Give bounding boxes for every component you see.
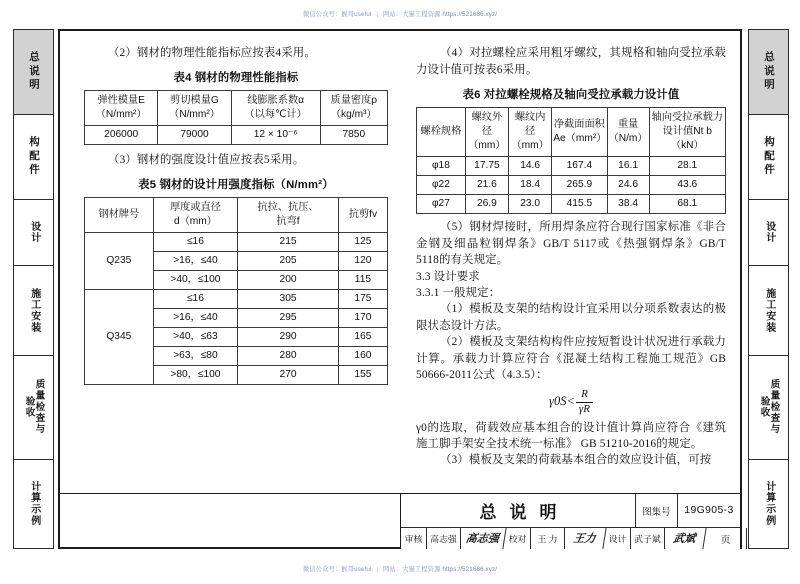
table5-fv-cell: 120 — [338, 252, 387, 271]
check-signature: 王力 — [563, 528, 606, 549]
paragraph-3-3-1-1: （1）模板及支架的结构设计宜采用以分项系数表达的极限状态设计方法。 — [416, 303, 726, 332]
sidebar-left — [13, 29, 54, 549]
table6-header-cell: 轴向受拉承载力 设计值Nt b（kN） — [649, 108, 725, 157]
table5-thickness-cell: >40，≤63 — [153, 328, 238, 347]
table5-header-cell: 抗拉、抗压、 抗弯f — [238, 198, 339, 233]
table6-cell: 167.4 — [552, 157, 607, 176]
watermark-top — [0, 9, 800, 18]
design-name: 武子斌 — [631, 528, 665, 549]
sidebar-item-components[interactable] — [13, 114, 54, 199]
table5-fv-cell: 115 — [338, 271, 387, 290]
table5-f-cell: 290 — [238, 328, 339, 347]
watermark-bottom — [0, 564, 800, 573]
table5-header-cell: 钢材牌号 — [85, 198, 154, 233]
sidebar-item-label: 质量检查与验收 — [758, 379, 780, 436]
table6-caption: 表6 对拉螺栓规格及轴向受拉承载力设计值 — [462, 89, 680, 102]
table5-fv-cell: 175 — [338, 290, 387, 309]
table5-f-cell: 215 — [238, 233, 339, 252]
table5-grade-cell: Q235 — [85, 233, 154, 290]
table6-cell: 26.9 — [465, 195, 508, 214]
table6-cell: 21.6 — [465, 176, 508, 195]
table6-cell: 38.4 — [607, 195, 649, 214]
sheet-title: 总说明 — [401, 494, 636, 527]
table-row — [85, 233, 388, 252]
table5-f-cell: 270 — [238, 366, 339, 385]
sidebar-item-label: 计算示例 — [28, 481, 40, 527]
table5-header-cell: 厚度或直径 d（mm） — [153, 198, 238, 233]
check-name: 王 力 — [531, 528, 565, 549]
atlas-number-label: 图集号 — [636, 494, 678, 527]
sidebar-item-label: 设计 — [763, 221, 775, 245]
table-row — [417, 195, 726, 214]
check-label: 校对 — [505, 528, 531, 549]
drawing-sheet — [11, 29, 789, 551]
sidebar-item-calculation-example[interactable] — [748, 459, 789, 549]
table6-cell: φ18 — [417, 157, 466, 176]
table6-cell: 265.9 — [552, 176, 607, 195]
sidebar-item-general-description[interactable] — [13, 29, 54, 114]
table6-cell: 415.5 — [552, 195, 607, 214]
sidebar-item-quality-inspection-acceptance[interactable] — [748, 355, 789, 459]
sidebar-item-design[interactable] — [748, 199, 789, 266]
table5-f-cell: 200 — [238, 271, 339, 290]
sidebar-item-label: 构配件 — [27, 136, 40, 178]
design-label: 设计 — [605, 528, 631, 549]
table6-cell: φ27 — [417, 195, 466, 214]
table5-grade-cell: Q345 — [85, 290, 154, 385]
formula-numerator: R — [576, 389, 593, 403]
table-row — [417, 176, 726, 195]
heading-3-3-1: 3.3.1 一般规定： — [416, 287, 501, 300]
table4-header-cell: 线膨胀系数α （以每℃计） — [231, 91, 320, 126]
watermark-account: 微信公众号：猴哥useful — [302, 566, 372, 573]
table5-f-cell: 295 — [238, 309, 339, 328]
sidebar-item-construction-installation[interactable] — [748, 265, 789, 354]
table-6-tie-bolt-specs — [416, 107, 726, 214]
title-block — [400, 493, 740, 549]
table5-thickness-cell: ≤16 — [153, 233, 238, 252]
two-column-body — [60, 31, 740, 493]
table5-fv-cell: 125 — [338, 233, 387, 252]
table5-caption: 表5 钢材的设计用强度指标（N/mm²） — [138, 179, 334, 192]
table4-cell: 12 × 10⁻⁶ — [231, 126, 320, 145]
table6-cell: 18.4 — [509, 176, 552, 195]
table5-thickness-cell: >63，≤80 — [153, 347, 238, 366]
table4-header-cell: 弹性模量E （N/mm²） — [85, 91, 158, 126]
sidebar-item-label: 计算示例 — [763, 481, 775, 527]
page-label: 页 — [705, 528, 747, 549]
table4-header-cell: 质量密度ρ （kg/m³） — [320, 91, 387, 126]
table6-cell: 17.75 — [465, 157, 508, 176]
sidebar-item-label: 质量检查与验收 — [23, 379, 45, 436]
table5-fv-cell: 165 — [338, 328, 387, 347]
table4-cell: 206000 — [85, 126, 158, 145]
table6-header-cell: 重量 （N/m） — [607, 108, 649, 157]
table-4-steel-physical-properties — [84, 90, 388, 145]
formula-fraction — [576, 389, 593, 415]
table6-cell: 23.0 — [509, 195, 552, 214]
review-signature: 高志强 — [459, 528, 506, 549]
table6-header-cell: 螺栓规格 — [417, 108, 466, 157]
table-header-row — [417, 108, 726, 157]
table-row — [85, 290, 388, 309]
table5-header-cell: 抗剪fv — [338, 198, 387, 233]
paragraph-4: （4）对拉螺栓应采用粗牙螺纹，其规格和轴向受拉承载力设计值可按表6采用。 — [416, 47, 726, 77]
table6-cell: 43.6 — [649, 176, 725, 195]
sidebar-item-construction-installation[interactable] — [13, 265, 54, 354]
sidebar-item-design[interactable] — [13, 199, 54, 266]
content-column-right — [400, 31, 740, 493]
table6-cell: 14.6 — [509, 157, 552, 176]
formula-lhs: γ0S< — [549, 394, 575, 409]
sidebar-right — [748, 29, 789, 549]
sidebar-item-label: 总说明 — [27, 51, 40, 93]
frame-baseline-divider — [60, 493, 400, 494]
table5-thickness-cell: >16，≤40 — [153, 252, 238, 271]
table5-body — [85, 233, 388, 385]
watermark-separator: | — [376, 11, 379, 18]
sidebar-item-calculation-example[interactable] — [13, 459, 54, 549]
table5-fv-cell: 160 — [338, 347, 387, 366]
content-column-left — [60, 31, 400, 493]
watermark-url: https://521686.xyz/ — [442, 566, 498, 573]
review-label: 审核 — [401, 528, 427, 549]
watermark-site: 网站：大猫工程资源 — [382, 566, 441, 573]
table6-header-cell: 净截面面积 Ae（mm²） — [552, 108, 607, 157]
table6-cell: 24.6 — [607, 176, 649, 195]
table5-thickness-cell: >80，≤100 — [153, 366, 238, 385]
table4-header-cell: 剪切模量G （N/mm²） — [158, 91, 231, 126]
table-row — [85, 126, 388, 145]
table5-thickness-cell: >40，≤100 — [153, 271, 238, 290]
table6-cell: 16.1 — [607, 157, 649, 176]
table-row — [417, 157, 726, 176]
sidebar-item-label: 施工安装 — [763, 287, 775, 334]
table4-cell: 79000 — [158, 126, 231, 145]
table4-caption: 表4 钢材的物理性能指标 — [173, 72, 299, 85]
watermark-site: 网站：大猫工程资源 — [382, 11, 441, 18]
table5-thickness-cell: >16，≤40 — [153, 309, 238, 328]
table5-f-cell: 305 — [238, 290, 339, 309]
table6-header-cell: 螺纹内径 （mm） — [509, 108, 552, 157]
paragraph-3-3-1-2: （2）模板及支架结构构件应按短暂设计状况进行承载力计算。承载力计算应符合《混凝土结构工程施工规范》GB 50666-2011公式（4.3.5）： — [416, 336, 726, 382]
table5-f-cell: 280 — [238, 347, 339, 366]
table-header-row — [85, 91, 388, 126]
watermark-account: 微信公众号：猴哥useful — [302, 11, 372, 18]
title-block-row-signatures — [401, 527, 740, 549]
table6-header-cell: 螺纹外径 （mm） — [465, 108, 508, 157]
formula-denominator: γR — [578, 403, 590, 416]
table5-thickness-cell: ≤16 — [153, 290, 238, 309]
table4-cell: 7850 — [320, 126, 387, 145]
sidebar-item-components[interactable] — [748, 114, 789, 199]
table-5-steel-design-strength — [84, 197, 388, 385]
sidebar-item-label: 施工安装 — [28, 287, 40, 334]
review-name: 高志强 — [427, 528, 461, 549]
sheet-content-frame — [58, 29, 742, 549]
sidebar-item-general-description[interactable] — [748, 29, 789, 114]
paragraph-2: （2）钢材的物理性能指标应按表4采用。 — [108, 47, 316, 59]
heading-3-3: 3.3 设计要求 — [416, 270, 480, 283]
sidebar-item-label: 设计 — [28, 221, 40, 245]
table6-cell: 28.1 — [649, 157, 725, 176]
table6-cell: φ22 — [417, 176, 466, 195]
sidebar-item-label: 总说明 — [762, 51, 775, 93]
table5-f-cell: 205 — [238, 252, 339, 271]
formula-4-3-5 — [416, 389, 726, 415]
atlas-number-value: 19G905-3 — [684, 505, 734, 517]
table5-fv-cell: 170 — [338, 309, 387, 328]
paragraph-3-3-1-2-cont: γ0的选取，荷载效应基本组合的设计值计算尚应符合《建筑施工脚手架安全技术统一标准》 GB 51210-2016的规定。 — [416, 421, 726, 450]
watermark-separator: | — [376, 566, 379, 573]
paragraph-5: （5）钢材焊接时，所用焊条应符合现行国家标准《非合金钢及细晶粒钢焊条》GB/T 5117或《热强钢焊条》GB/T 5118的有关规定。 — [416, 221, 726, 267]
watermark-url: https://521686.xyz/ — [442, 11, 498, 18]
table-header-row — [85, 198, 388, 233]
paragraph-3-3-1-3: （3）模板及支架的荷载基本组合的效应设计值，可按 — [440, 454, 712, 467]
sidebar-item-label: 构配件 — [762, 136, 775, 178]
title-block-row-main — [401, 494, 740, 527]
table5-fv-cell: 155 — [338, 366, 387, 385]
sidebar-item-quality-inspection-acceptance[interactable] — [13, 355, 54, 459]
design-signature: 武斌 — [663, 528, 706, 549]
table6-cell: 68.1 — [649, 195, 725, 214]
paragraph-3: （3）钢材的强度设计值应按表5采用。 — [108, 154, 305, 167]
